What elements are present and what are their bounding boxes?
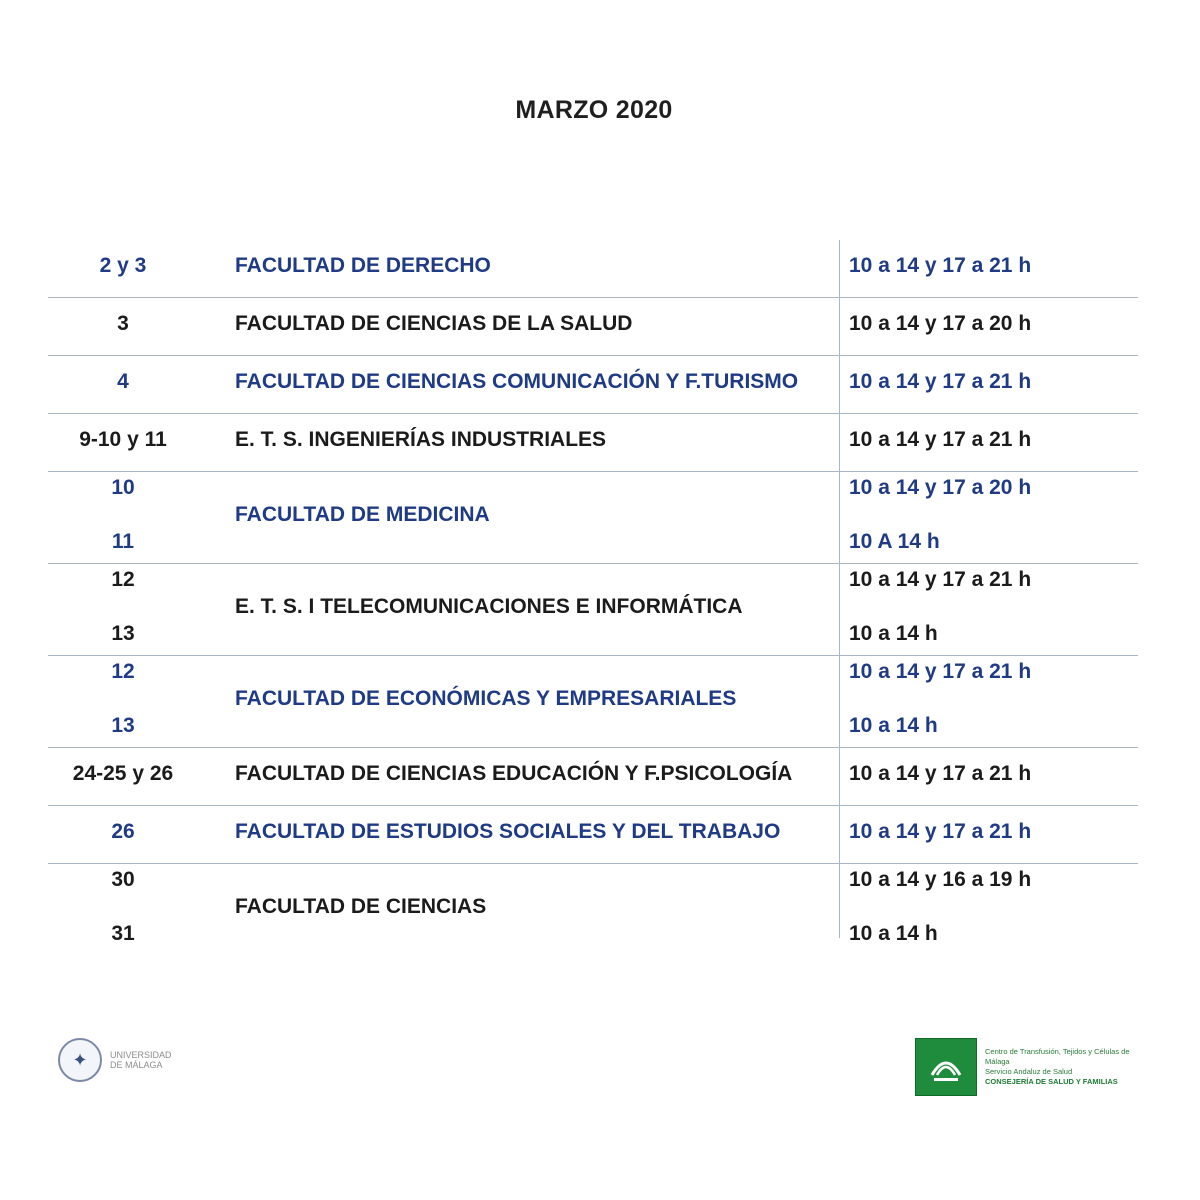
row-hours: 10 a 14 y 17 a 21 h [849,370,1032,393]
row-hours: 10 A 14 h [849,530,940,553]
row-date: 4 [117,370,129,393]
table-row [48,564,1138,656]
row-date: 13 [111,622,135,645]
table-row [48,240,1138,298]
row-faculty: FACULTAD DE MEDICINA [235,503,490,526]
university-name [110,1050,180,1070]
row-faculty: FACULTAD DE ECONÓMICAS Y EMPRESARIALES [235,687,737,710]
row-date: 31 [111,922,135,945]
schedule-table [48,240,1138,955]
consejeria-name: CONSEJERÍA DE SALUD Y FAMILIAS [985,1077,1118,1086]
table-row [48,656,1138,748]
row-hours: 10 a 14 y 16 a 19 h [849,868,1032,891]
row-date: 3 [117,312,129,335]
row-date: 12 [111,568,135,591]
table-row [48,472,1138,564]
table-row [48,864,1138,955]
row-date: 24-25 y 26 [72,762,174,785]
row-faculty: E. T. S. I TELECOMUNICACIONES E INFORMÁTICA [235,595,743,618]
junta-logo [915,1038,1155,1096]
row-date: 11 [111,530,135,553]
row-date: 12 [111,660,135,683]
table-row [48,356,1138,414]
row-date: 30 [111,868,135,891]
row-faculty: FACULTAD DE ESTUDIOS SOCIALES Y DEL TRABAJO [235,820,781,843]
row-hours: 10 a 14 y 17 a 21 h [849,428,1032,451]
service-name: Servicio Andaluz de Salud [985,1067,1073,1076]
row-hours: 10 a 14 y 17 a 21 h [849,820,1032,843]
junta-text [985,1047,1155,1087]
row-hours: 10 a 14 h [849,714,938,737]
row-hours: 10 a 14 y 17 a 21 h [849,660,1032,683]
row-date: 2 y 3 [99,254,147,277]
row-faculty: E. T. S. INGENIERÍAS INDUSTRIALES [235,428,607,451]
row-date: 13 [111,714,135,737]
row-hours: 10 a 14 y 17 a 21 h [849,254,1032,277]
university-name-line: DE MÁLAGA [110,1060,163,1070]
row-hours: 10 a 14 y 17 a 21 h [849,762,1032,785]
row-date: 26 [111,820,135,843]
row-faculty: FACULTAD DE CIENCIAS [235,895,487,918]
table-row [48,806,1138,864]
row-hours: 10 a 14 h [849,922,938,945]
row-hours: 10 a 14 y 17 a 20 h [849,476,1032,499]
row-faculty: FACULTAD DE CIENCIAS COMUNICACIÓN Y F.TURISMO [235,370,799,393]
table-row [48,748,1138,806]
page-title: MARZO 2020 [515,96,673,124]
junta-emblem-icon [915,1038,977,1096]
row-date: 10 [111,476,135,499]
row-hours: 10 a 14 y 17 a 21 h [849,568,1032,591]
table-row [48,414,1138,472]
row-faculty: FACULTAD DE CIENCIAS EDUCACIÓN Y F.PSICOLOGÍA [235,762,793,785]
center-name: Centro de Transfusión, Tejidos y Células de Málaga [985,1047,1130,1066]
row-date: 9-10 y 11 [79,428,167,451]
row-faculty: FACULTAD DE DERECHO [235,254,491,277]
table-row [48,298,1138,356]
university-logo [58,1038,180,1082]
university-name-line: UNIVERSIDAD [110,1050,172,1060]
row-hours: 10 a 14 y 17 a 20 h [849,312,1032,335]
university-seal-icon: ✦ [58,1038,102,1082]
row-faculty: FACULTAD DE CIENCIAS DE LA SALUD [235,312,633,335]
row-hours: 10 a 14 h [849,622,938,645]
